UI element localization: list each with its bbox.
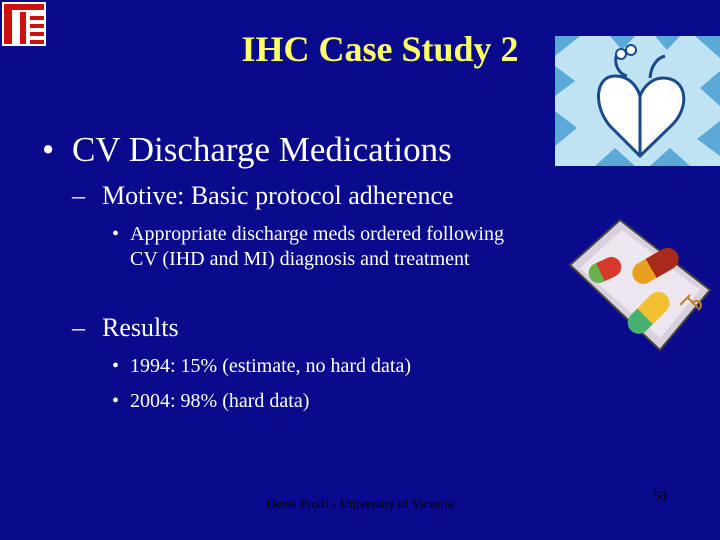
slide-title: IHC Case Study 2 <box>241 29 519 69</box>
bullet-marker: – <box>72 181 85 210</box>
slide-footer: Denis Protti - University of Victoria <box>266 496 454 511</box>
bullet-level2-results <box>72 313 179 343</box>
bullet-marker: – <box>72 313 85 342</box>
bullet-text: 2004: 98% (hard data) <box>130 390 310 412</box>
bullet-level3-appropriate-meds <box>112 222 532 272</box>
bullet-text: CV Discharge Medications <box>72 130 452 169</box>
heart-icon <box>555 36 720 166</box>
bullet-text: Motive: Basic protocol adherence <box>102 181 454 210</box>
bullet-level3-2004 <box>112 390 309 413</box>
bullet-level1-medications <box>42 130 452 170</box>
bullet-level2-motive <box>72 181 454 211</box>
university-logo-icon <box>2 2 46 46</box>
bullet-marker: • <box>112 390 120 412</box>
bullet-text: Appropriate discharge meds ordered following CV (IHD and MI) diagnosis and treatment <box>130 223 504 270</box>
bullet-text: 1994: 15% (estimate, no hard data) <box>130 355 412 377</box>
pills-tray-icon <box>560 210 720 365</box>
bullet-text: Results <box>102 313 179 342</box>
slide-number: 50 <box>653 488 667 503</box>
bullet-marker: • <box>42 130 55 169</box>
bullet-marker: • <box>112 223 120 245</box>
bullet-level3-1994 <box>112 355 411 378</box>
bullet-marker: • <box>112 355 120 377</box>
